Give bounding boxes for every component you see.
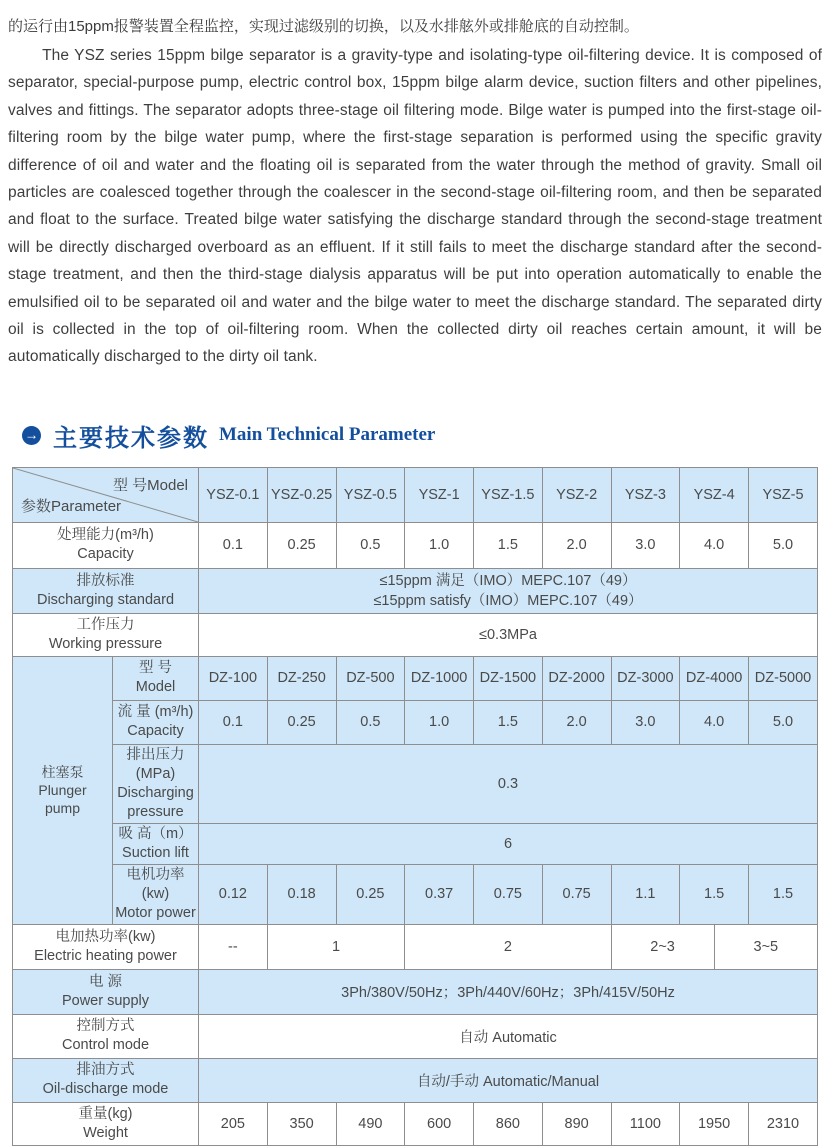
row-label-en: Working pressure <box>48 635 163 652</box>
value-cell: 3.0 <box>611 700 680 744</box>
row-label-cell <box>113 864 199 924</box>
row-label-en: Suction lift <box>122 844 189 861</box>
row-label-cell <box>13 613 199 656</box>
model-header-cell: YSZ-1 <box>405 467 474 522</box>
value-cell: ≤15ppm 满足（IMO）MEPC.107（49） ≤15ppm satisfy（IMO）MEPC.107（49） <box>199 568 818 613</box>
model-header-cell: YSZ-2 <box>542 467 611 522</box>
section-header <box>22 418 822 453</box>
value-cell: -- <box>199 924 268 969</box>
row-label-cell <box>113 744 199 823</box>
row-label-en: Oil-discharge mode <box>42 1081 169 1098</box>
row-label-cn: 排油方式 <box>76 1062 135 1079</box>
value-cell: 1.1 <box>611 864 680 924</box>
row-label-cell <box>13 1058 199 1102</box>
value-cell: DZ-2000 <box>542 656 611 700</box>
value-cell: DZ-5000 <box>749 656 818 700</box>
value-cell: 350 <box>267 1102 336 1145</box>
row-label-en: Control mode <box>61 1037 150 1054</box>
row-label-cell <box>13 568 199 613</box>
row-label-cell <box>13 1014 199 1058</box>
value-cell: DZ-250 <box>267 656 336 700</box>
value-cell: 0.18 <box>267 864 336 924</box>
value-cell: 860 <box>474 1102 543 1145</box>
model-header-cell: YSZ-3 <box>611 467 680 522</box>
value-cell: 3Ph/380V/50Hz；3Ph/440V/60Hz；3Ph/415V/50Hz <box>199 969 818 1014</box>
row-label-en: Discharging pressure <box>117 784 194 820</box>
value-cell: 1.5 <box>749 864 818 924</box>
value-cell: 1.5 <box>680 864 749 924</box>
intro-text-en: The YSZ series 15ppm bilge separator is a gravity-type and isolating-type oil-filtering device. It is composed of separator, special-purpose pump, electric control box, 15ppm bilge alarm device, suction filters and other pipelines, valves and fittings. The separator adopts three-stage oil filtering mode. Bilge water is pumped into the first-stage oil-filtering room by the bilge water pump, where the first-stage separation is performed using the specific gravity difference of oil and water and the floating oil is separated from the water through the method of gravity. Small oil particles are coalesced together through the coalescer in the second-stage oil-filtering room, and then be separated and float to the surface. Treated bilge water satisfying the discharge standard through the second-stage treatment will be directly discharged overboard as an effluent. If it still fails to meet the discharge standard after the second-stage treatment, and then the third-stage dialysis apparatus will be put into operation automatically to enable the emulsified oil to be separated oil and water and the bilge water to meet the discharge standard. The separated dirty oil is collected in the top of oil-filtering room. When the collected dirty oil reaches certain amount, it will be automatically discharged to the dirty oil tank. <box>8 47 822 366</box>
value-cell: DZ-500 <box>336 656 405 700</box>
value-cell: 0.25 <box>267 700 336 744</box>
row-label-cn: 处理能力(m³/h) <box>57 527 154 544</box>
table-corner-cell <box>13 467 199 522</box>
value-cell: 890 <box>542 1102 611 1145</box>
row-label-cn: 排放标准 <box>76 572 135 589</box>
value-cell: 4.0 <box>680 700 749 744</box>
row-label-cn: 电机功率 (kw) <box>126 866 185 902</box>
value-cell: 自动 Automatic <box>199 1014 818 1058</box>
row-label-cn: 型 号 <box>138 660 173 677</box>
corner-model-label: 型 号Model <box>112 476 188 494</box>
pump-group-en2: pump <box>44 800 81 817</box>
value-cell: 5.0 <box>749 700 818 744</box>
value-cell: 0.1 <box>199 700 268 744</box>
main-technical-parameter-table <box>12 467 818 1146</box>
value-cell: 490 <box>336 1102 405 1145</box>
value-cell: DZ-100 <box>199 656 268 700</box>
value-cell: 205 <box>199 1102 268 1145</box>
value-cell: 0.5 <box>336 700 405 744</box>
value-cell: 3.0 <box>611 522 680 568</box>
row-label-en: Motor power <box>115 904 196 921</box>
value-cell: DZ-3000 <box>611 656 680 700</box>
row-label-cell <box>13 924 199 969</box>
value-cell: 自动/手动 Automatic/Manual <box>199 1058 818 1102</box>
row-label-en: Electric heating power <box>34 947 177 964</box>
model-header-cell: YSZ-0.5 <box>336 467 405 522</box>
value-cell: 1.0 <box>405 700 474 744</box>
pump-group-cn: 柱塞泵 <box>41 764 84 781</box>
row-label-cn: 流 量 (m³/h) <box>117 704 194 721</box>
row-label-en: Power supply <box>61 992 150 1009</box>
arrow-right-circle-icon: → <box>22 426 41 445</box>
row-label-en: Weight <box>83 1124 128 1141</box>
row-label-en: Discharging standard <box>36 591 175 608</box>
row-label-cn: 电加热功率(kw) <box>55 928 156 945</box>
value-cell: 0.3 <box>199 744 818 823</box>
value-cell: 600 <box>405 1102 474 1145</box>
model-header-cell: YSZ-0.25 <box>267 467 336 522</box>
corner-parameter-label: 参数Parameter <box>21 497 122 515</box>
section-title-en: Main Technical Parameter <box>219 424 436 446</box>
row-label-cell <box>13 969 199 1014</box>
value-cell: 1100 <box>611 1102 680 1145</box>
row-label-cn: 重量(kg) <box>78 1105 133 1122</box>
row-label-en: Capacity <box>127 723 184 740</box>
section-title-cn: 主要技术参数 <box>53 424 209 452</box>
value-cell: 1.5 <box>474 522 543 568</box>
value-cell: 3~5 <box>714 924 817 969</box>
value-cell: 6 <box>199 823 818 864</box>
row-label-cn: 工作压力 <box>76 616 135 633</box>
row-label-cell <box>13 522 199 568</box>
value-cell: 0.25 <box>267 522 336 568</box>
row-label-cn: 吸 高（m） <box>118 825 193 842</box>
pump-group-en: Plunger <box>38 782 87 799</box>
value-cell: 0.12 <box>199 864 268 924</box>
value-cell: DZ-1500 <box>474 656 543 700</box>
value-cell: 0.1 <box>199 522 268 568</box>
row-label-cell <box>113 656 199 700</box>
value-cell: 1950 <box>680 1102 749 1145</box>
value-cell: 2.0 <box>542 700 611 744</box>
value-cell: 0.75 <box>542 864 611 924</box>
row-label-cn: 控制方式 <box>76 1018 135 1035</box>
value-cell: DZ-4000 <box>680 656 749 700</box>
value-cell: 0.37 <box>405 864 474 924</box>
value-cell: 0.75 <box>474 864 543 924</box>
value-cell: 0.25 <box>336 864 405 924</box>
value-cell: 4.0 <box>680 522 749 568</box>
value-cell: 2310 <box>749 1102 818 1145</box>
intro-text-cn: 的运行由15ppm报警装置全程监控，实现过滤级别的切换，以及水排舷外或排舱底的自动控制。 <box>8 18 639 35</box>
model-header-cell: YSZ-4 <box>680 467 749 522</box>
model-header-cell: YSZ-5 <box>749 467 818 522</box>
value-cell: 5.0 <box>749 522 818 568</box>
pump-group-cell <box>13 656 113 924</box>
value-cell: 0.5 <box>336 522 405 568</box>
row-label-cell <box>113 823 199 864</box>
value-cell: 1.5 <box>474 700 543 744</box>
row-label-cn: 电 源 <box>88 973 123 990</box>
value-cell: ≤0.3MPa <box>199 613 818 656</box>
model-header-cell: YSZ-1.5 <box>474 467 543 522</box>
row-label-cell <box>13 1102 199 1145</box>
model-header-cell: YSZ-0.1 <box>199 467 268 522</box>
value-cell: DZ-1000 <box>405 656 474 700</box>
row-label-cn: 排出压力 (MPa) <box>126 746 185 782</box>
row-label-en: Capacity <box>77 546 134 563</box>
value-cell: 2 <box>405 924 611 969</box>
value-cell: 2.0 <box>542 522 611 568</box>
value-cell: 1 <box>267 924 405 969</box>
row-label-cell <box>113 700 199 744</box>
value-cell: 1.0 <box>405 522 474 568</box>
value-cell: 2~3 <box>611 924 714 969</box>
row-label-en: Model <box>135 679 176 696</box>
